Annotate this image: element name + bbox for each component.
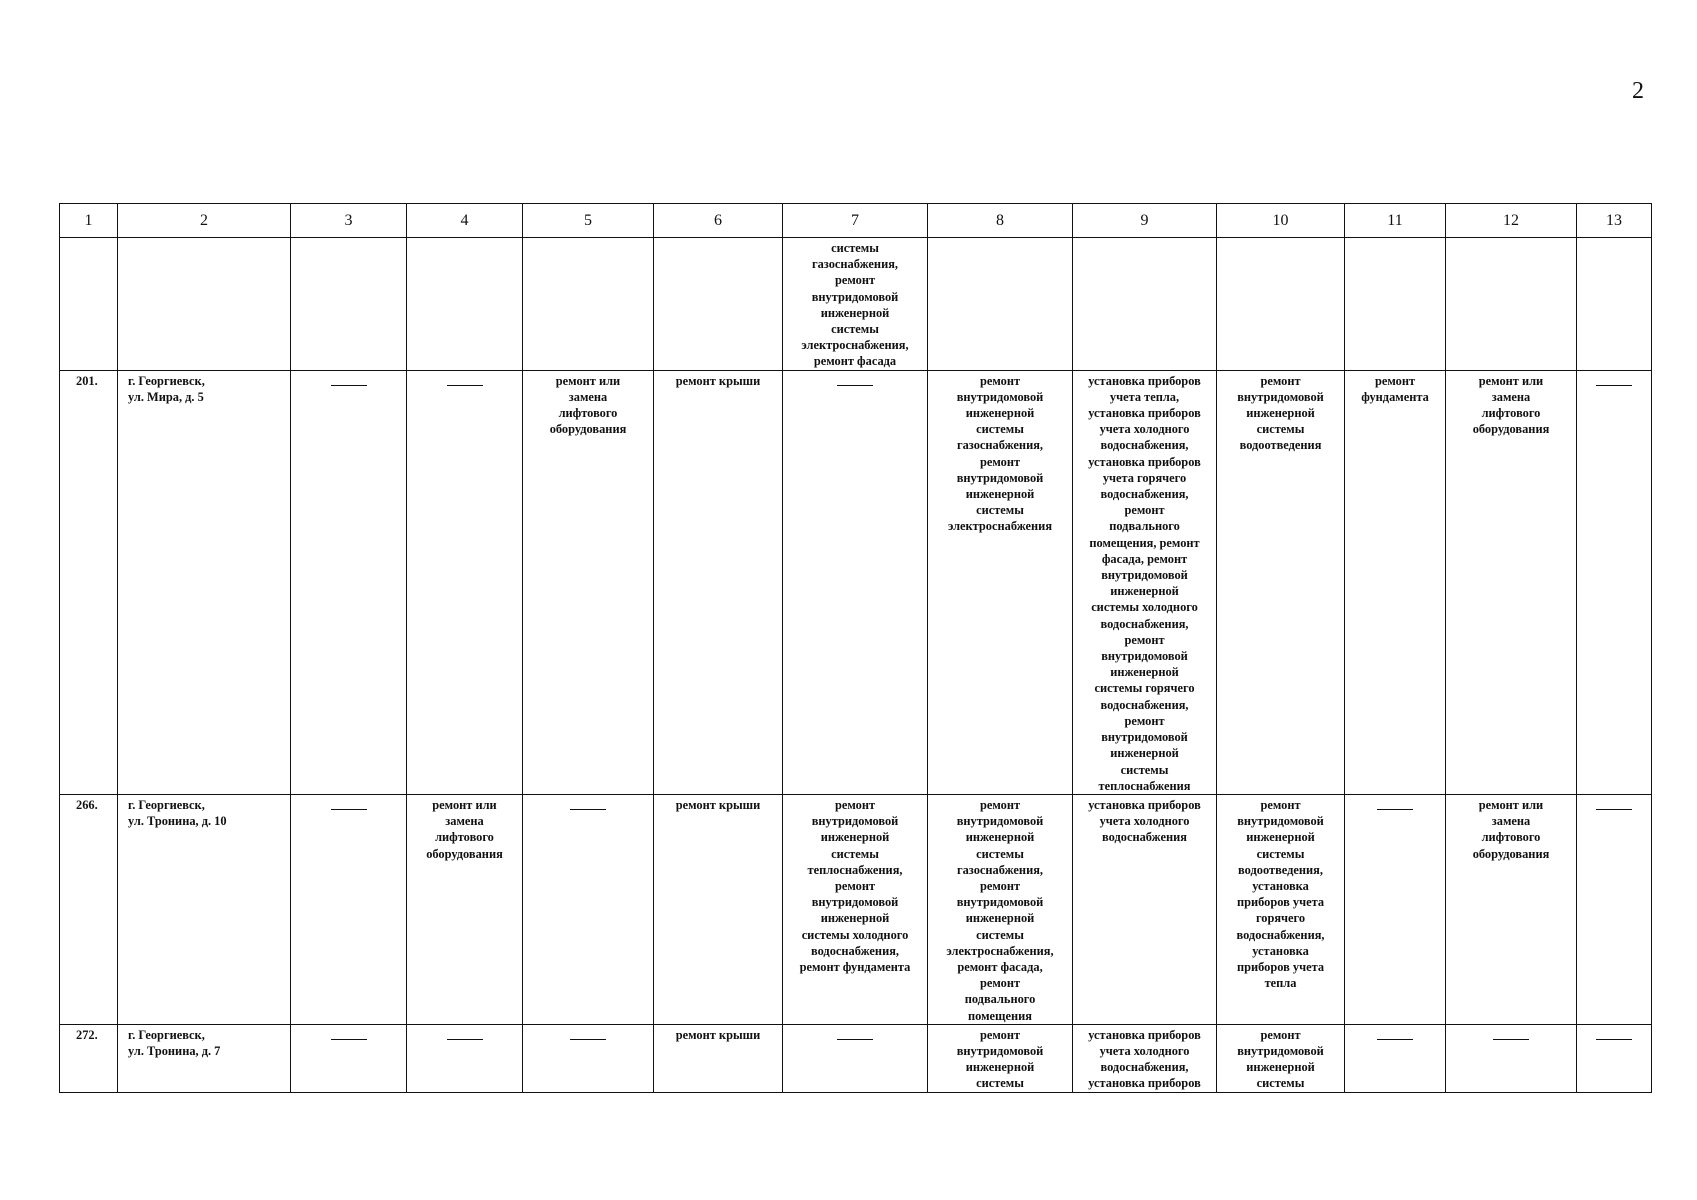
cell-text — [1345, 238, 1445, 240]
table-cell — [523, 238, 654, 371]
cell-text — [291, 238, 406, 240]
empty-dash — [447, 1039, 483, 1040]
column-header: 2 — [118, 204, 291, 238]
empty-dash — [331, 1039, 367, 1040]
cell-text: ремонт внутридомовой инженерной системы — [1237, 1027, 1324, 1091]
repair-schedule-table — [59, 203, 1652, 1093]
table-cell — [1345, 1024, 1446, 1092]
column-header: 8 — [928, 204, 1073, 238]
table-cell — [1577, 794, 1652, 1024]
header-row — [60, 204, 1652, 238]
table-cell — [928, 370, 1073, 794]
table-row — [60, 794, 1652, 1024]
empty-dash — [447, 385, 483, 386]
table-cell — [1446, 238, 1577, 371]
table-cell — [1345, 238, 1446, 371]
table-row — [60, 238, 1652, 371]
table-cell — [60, 794, 118, 1024]
table-cell — [1073, 238, 1217, 371]
table-cell — [783, 238, 928, 371]
table-cell — [523, 370, 654, 794]
table-cell — [118, 238, 291, 371]
cell-text — [1446, 238, 1576, 240]
empty-dash — [331, 385, 367, 386]
column-header: 4 — [407, 204, 523, 238]
column-header: 11 — [1345, 204, 1446, 238]
cell-text: ремонт внутридомовой инженерной системы газоснабжения, ремонт внутридомовой инженерной системы электроснабжения — [947, 373, 1053, 534]
cell-text: системы газоснабжения, ремонт внутридомовой инженерной системы электроснабжения, ремонт фасада — [801, 241, 909, 369]
cell-text: установка приборов учета холодного водоснабжения — [1088, 797, 1201, 845]
table-cell — [407, 1024, 523, 1092]
cell-text: ремонт внутридомовой инженерной системы водоотведения — [1237, 373, 1324, 453]
empty-dash — [570, 1039, 606, 1040]
empty-dash — [331, 809, 367, 810]
cell-text: ремонт или замена лифтового оборудования — [1472, 797, 1550, 861]
page-number: 2 — [1632, 78, 1644, 104]
table-cell — [1577, 370, 1652, 794]
cell-text — [1577, 238, 1651, 240]
cell-text: ремонт внутридомовой инженерной системы теплоснабжения, ремонт внутридомовой инженерной системы холодного водоснабжения, ремонт фундамента — [799, 797, 911, 974]
table-cell — [1577, 1024, 1652, 1092]
table-cell — [60, 1024, 118, 1092]
table-cell — [291, 238, 407, 371]
table-cell — [523, 794, 654, 1024]
table-cell — [783, 370, 928, 794]
empty-dash — [1493, 1039, 1529, 1040]
cell-text: ремонт внутридомовой инженерной системы водоотведения, установка приборов учета горячего водоснабжения, установка приборов учета тепла — [1236, 797, 1325, 991]
column-header: 1 — [60, 204, 118, 238]
table-row — [60, 370, 1652, 794]
cell-text: ремонт фундамента — [1361, 373, 1429, 404]
empty-dash — [1377, 1039, 1413, 1040]
empty-dash — [570, 809, 606, 810]
cell-text — [1073, 238, 1216, 240]
table-cell — [1217, 1024, 1345, 1092]
column-header: 7 — [783, 204, 928, 238]
table-cell — [1217, 238, 1345, 371]
cell-text: 266. — [76, 797, 98, 812]
table-cell — [1345, 794, 1446, 1024]
cell-text: 201. — [76, 373, 98, 388]
table-cell — [118, 370, 291, 794]
cell-text: г. Георгиевск, ул. Мира, д. 5 — [128, 373, 205, 404]
table-cell — [928, 1024, 1073, 1092]
table-cell — [291, 370, 407, 794]
column-header: 10 — [1217, 204, 1345, 238]
table-cell — [60, 370, 118, 794]
table-cell — [291, 1024, 407, 1092]
empty-dash — [1596, 385, 1632, 386]
table-cell — [1073, 370, 1217, 794]
column-header: 13 — [1577, 204, 1652, 238]
cell-text: г. Георгиевск, ул. Тронина, д. 7 — [128, 1027, 221, 1058]
table-cell — [291, 794, 407, 1024]
cell-text — [523, 238, 653, 240]
table-cell — [783, 1024, 928, 1092]
table-cell — [1073, 794, 1217, 1024]
table-cell — [928, 238, 1073, 371]
table-cell — [1073, 1024, 1217, 1092]
table-cell — [407, 794, 523, 1024]
table-cell — [1446, 794, 1577, 1024]
table-cell — [1577, 238, 1652, 371]
empty-dash — [1596, 1039, 1632, 1040]
table-cell — [60, 238, 118, 371]
table-cell — [1446, 1024, 1577, 1092]
table-cell — [654, 370, 783, 794]
table-cell — [783, 794, 928, 1024]
cell-text: ремонт внутридомовой инженерной системы газоснабжения, ремонт внутридомовой инженерной системы электроснабжения, ремонт фасада, ремонт подвального помещения — [946, 797, 1054, 1023]
cell-text: 272. — [76, 1027, 98, 1042]
cell-text — [928, 238, 1072, 240]
table-cell — [1345, 370, 1446, 794]
cell-text: ремонт крыши — [675, 1027, 761, 1042]
cell-text: установка приборов учета холодного водоснабжения, установка приборов — [1088, 1027, 1201, 1091]
table-row — [60, 1024, 1652, 1092]
cell-text — [118, 238, 290, 240]
cell-text — [407, 238, 522, 240]
table-cell — [1217, 794, 1345, 1024]
empty-dash — [837, 385, 873, 386]
cell-text — [1217, 238, 1344, 240]
table-cell — [654, 794, 783, 1024]
cell-text: ремонт внутридомовой инженерной системы — [956, 1027, 1044, 1091]
table-cell — [523, 1024, 654, 1092]
table-cell — [654, 1024, 783, 1092]
table-cell — [1217, 370, 1345, 794]
cell-text — [654, 238, 782, 240]
cell-text: г. Георгиевск, ул. Тронина, д. 10 — [128, 797, 227, 829]
table-cell — [118, 1024, 291, 1092]
column-header: 3 — [291, 204, 407, 238]
table-cell — [407, 238, 523, 371]
table-cell — [928, 794, 1073, 1024]
column-header: 6 — [654, 204, 783, 238]
column-header: 12 — [1446, 204, 1577, 238]
empty-dash — [1596, 809, 1632, 810]
cell-text — [60, 238, 117, 240]
column-header: 5 — [523, 204, 654, 238]
cell-text: ремонт или замена лифтового оборудования — [1472, 373, 1550, 437]
table-cell — [407, 370, 523, 794]
table-cell — [1446, 370, 1577, 794]
cell-text: ремонт или замена лифтового оборудования — [426, 797, 503, 861]
column-header: 9 — [1073, 204, 1217, 238]
empty-dash — [1377, 809, 1413, 810]
empty-dash — [837, 1039, 873, 1040]
table-cell — [118, 794, 291, 1024]
cell-text: установка приборов учета тепла, установка приборов учета холодного водоснабжения, установка приборов учета горячего водоснабжения, ремонт подвального помещения, ремонт фасада, ремонт внутридомовой инженерной системы холодного водоснабжения, ремонт внутридомовой инженерной системы горячего водоснабжения, ремонт внутридомовой инженерной системы теплоснабжения — [1088, 373, 1201, 793]
cell-text: ремонт или замена лифтового оборудования — [549, 373, 627, 437]
table-cell — [654, 238, 783, 371]
cell-text: ремонт крыши — [675, 797, 761, 812]
cell-text: ремонт крыши — [675, 373, 761, 388]
